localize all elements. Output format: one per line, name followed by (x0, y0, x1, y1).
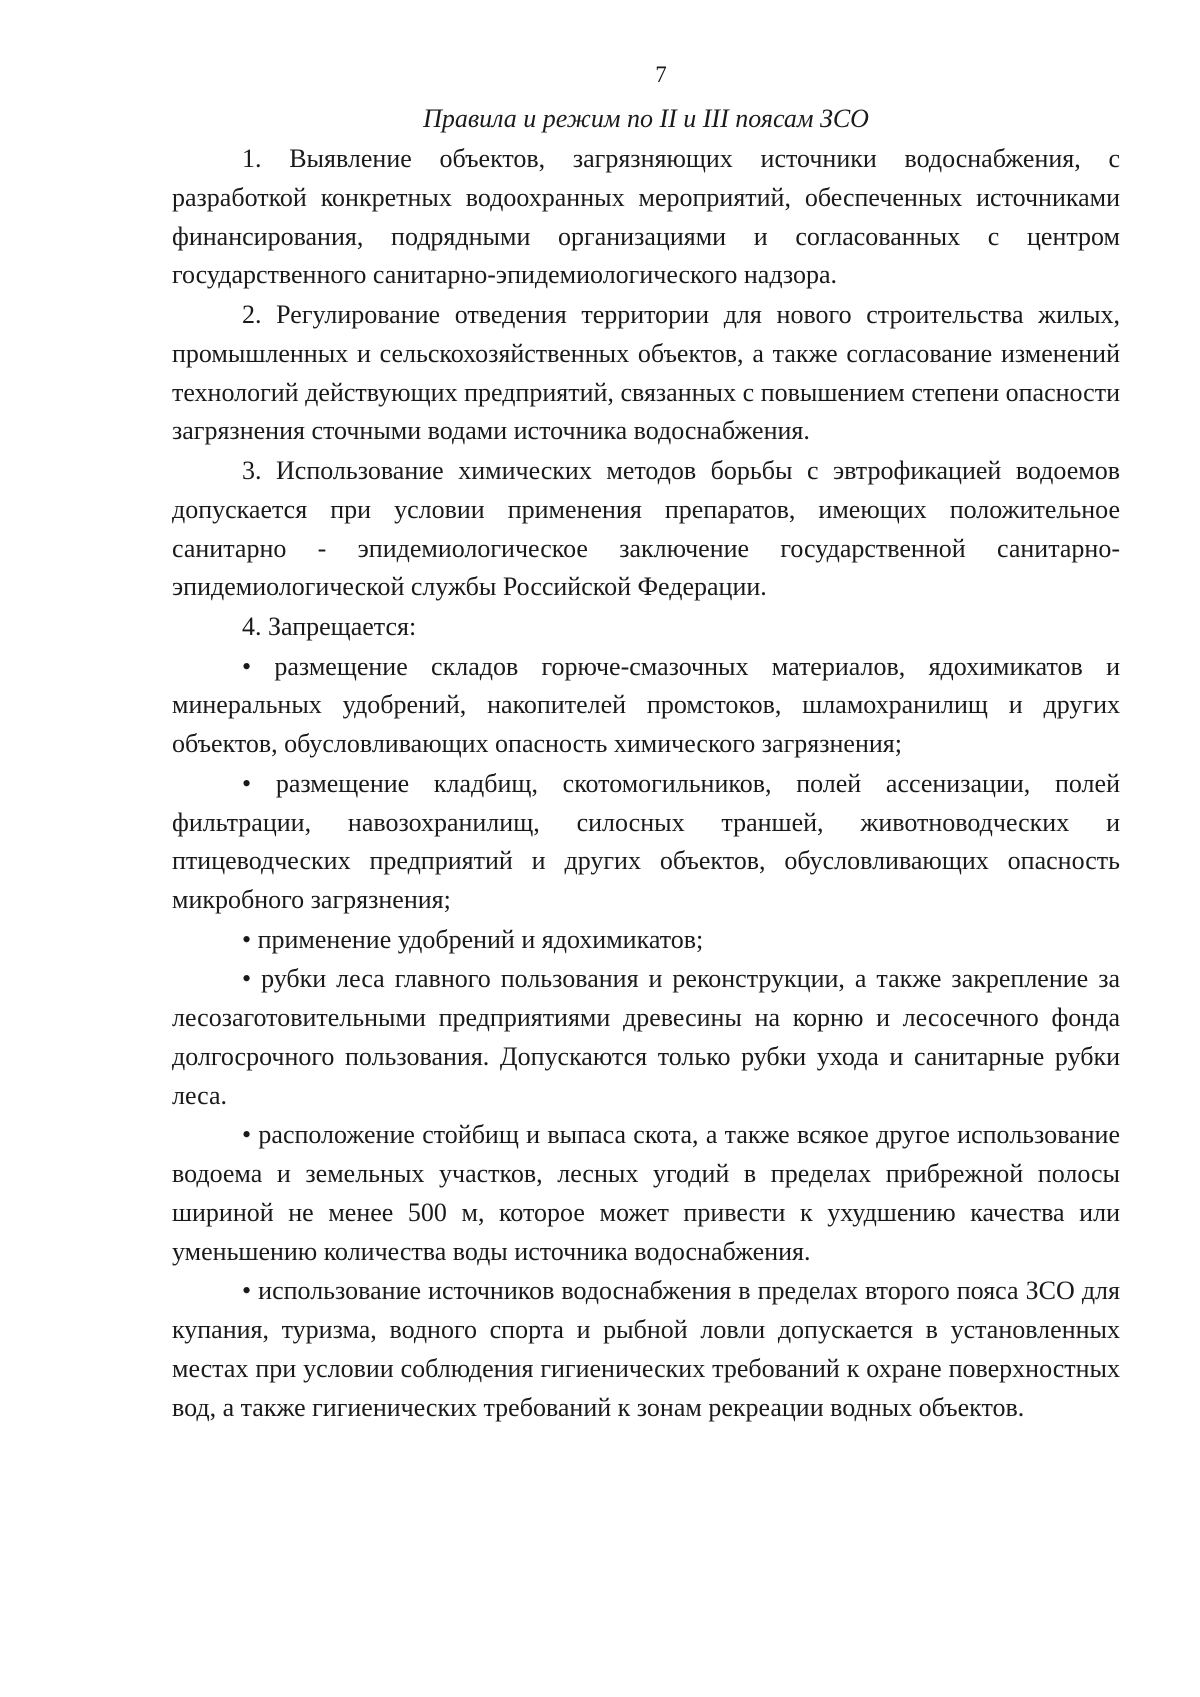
paragraph-3: 3. Использование химических методов борьбы с эвтрофикацией водоемов допускается при условии применения препаратов, имеющих положительное санитарно - эпидемиологическое заключение государственной санитарно-эпидемиологической службы Российской Федерации. (172, 455, 1120, 602)
bullet-item-1: • размещение складов горюче-смазочных материалов, ядохимикатов и минеральных удобрений, накопителей промстоков, шламохранилищ и других объектов, обусловливающих опасность химического загрязнения; (172, 651, 1120, 759)
document-page (172, 60, 1120, 1428)
bullet-item-3: • применение удобрений и ядохимикатов; (242, 924, 704, 954)
bullet-item-5: • расположение стойбищ и выпаса скота, а также всякое другое использование водоема и земельных участков, лесных угодий в пределах прибрежной полосы шириной не менее 500 м, которое может привести к ухудшению качества или уменьшению количества воды источника водоснабжения. (172, 1120, 1120, 1266)
page-number: 7 (655, 62, 667, 87)
paragraph-4-heading: 4. Запрещается: (242, 611, 417, 641)
paragraph-1: 1. Выявление объектов, загрязняющих источники водоснабжения, с разработкой конкретных водоохранных мероприятий, обеспеченных источниками финансирования, подрядными организациями и согласованных с центром государственного санитарно-эпидемиологического надзора. (172, 144, 1120, 290)
bullet-item-2: • размещение кладбищ, скотомогильников, полей ассенизации, полей фильтрации, навозохранилищ, силосных траншей, животноводческих и птицеводческих предприятий и других объектов, обусловливающих опасность микробного загрязнения; (172, 768, 1120, 915)
section-title: Правила и режим по II и III поясам ЗСО (423, 104, 869, 133)
bullet-item-6: • использование источников водоснабжения в пределах второго пояса ЗСО для купания, туризма, водного спорта и рыбной ловли допускается в установленных местах при условии соблюдения гигиенических требований к охране поверхностных вод, а также гигиенических требований к зонам рекреации водных объектов. (172, 1276, 1120, 1422)
paragraph-2: 2. Регулирование отведения территории для нового строительства жилых, промышленных и сельскохозяйственных объектов, а также согласование изменений технологий действующих предприятий, связанных с повышением степени опасности загрязнения сточными водами источника водоснабжения. (172, 299, 1120, 446)
bullet-item-4: • рубки леса главного пользования и реконструкции, а также закрепление за лесозаготовительными предприятиями древесины на корню и лесосечного фонда долгосрочного пользования. Допускаются только рубки ухода и санитарные рубки леса. (172, 964, 1120, 1110)
